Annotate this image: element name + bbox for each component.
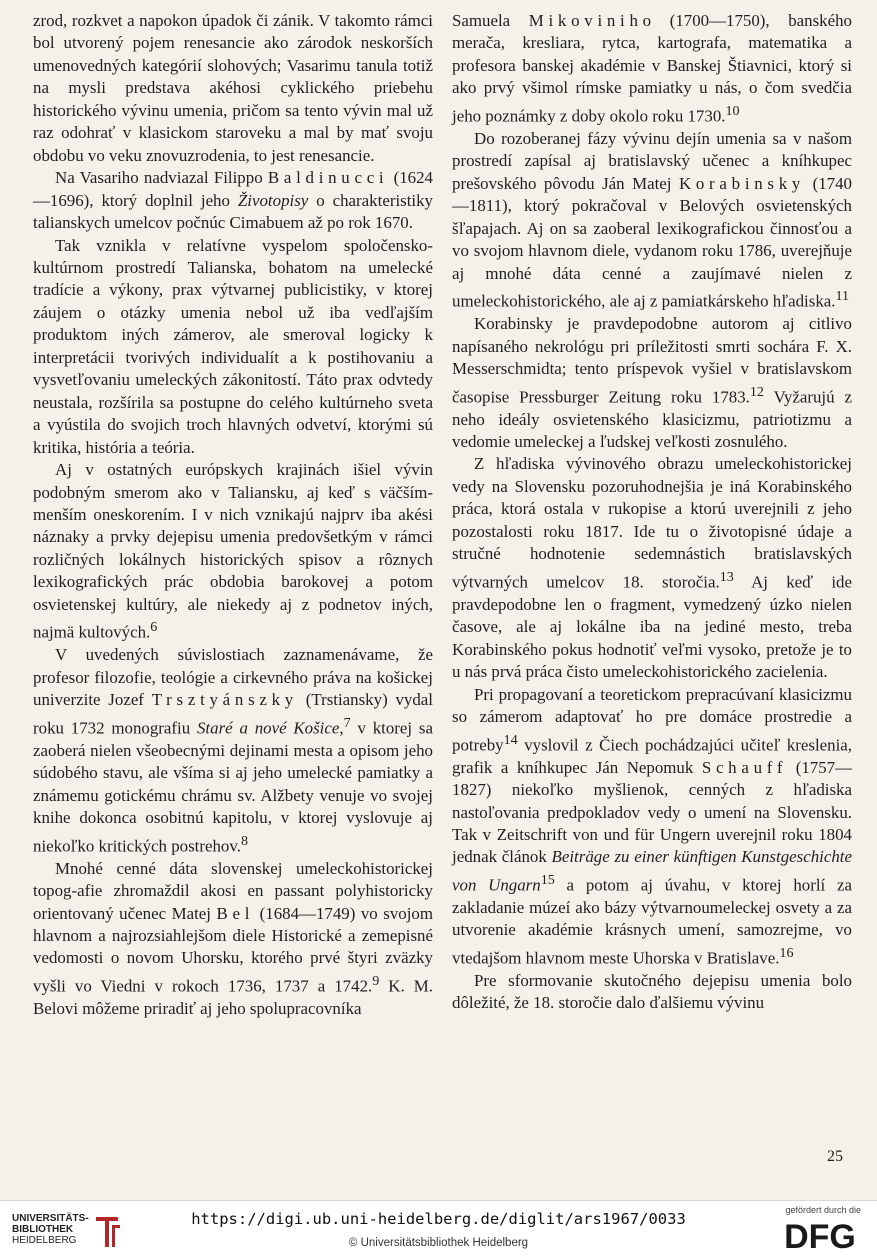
paragraph: Z hľadiska vývinového obrazu umeleckohistorickej vedy na Slovensku pozoruhodnejšia je iná Korabinského práca, ktorá ostala v rukopise a ktorú uverejnili z jeho pozostalosti roku 1817. Ide tu o životopisné údaje a stručné hodnotenie sedemnástich bratislavských výtvarných umelcov 18. storočia.$^{13}$ Aj keď ide pravdepodobne len o fragment, vymedzený úzko nielen časove, ale aj lokálne iba na jediné mesto, treba Korabinského pokus hodnotiť veľmi vysoko, pretože je to u nás prvá práca čisto umeleckohistorického zacielenia. [452, 454, 852, 682]
spaced-name: Mikovinih [528, 11, 643, 30]
paragraph: Pri propagovaní a teoretickom prepracúvaní klasicizmu so zámerom adaptovať ho pre domáce prostredie a potreby$^{14}$ vyslovil z Čiech pochádzajúci učiteľ kreslenia, grafik a kníhkupec Ján Nepomuk Schauff (1757—1827) niekoľko myšlienok, cenných z hľadiska nastoľovania predpokladov vedy o umení na Slovensku. Tak v Zeitschrift von und für Ungern uverejnil roku 1804 jednak článok Beiträge zu einer künftigen Kunstgeschichte von Ungarn$^{15}$ a potom aj úvahu, v ktorej horlí za zakladanie múzeí ako bázy výtvarnoumeleckej osvety a za utvorenie akadémie krásnych umení, samozrejme, vo vtedajšom hlavnom meste Uhorska v Bratislave.$^{16}$ [452, 684, 853, 968]
footnote-ref: 13 [719, 568, 734, 585]
footnote-ref: 14 [503, 731, 518, 748]
paragraph: Na Vasariho nadviazal Filippo Baldinucci (1624—1696), ktorý doplnil jeho Životopisy o charakteristiky talianskych umelcov počnúc Cimabuem až po rok 1670. [33, 168, 433, 233]
copyright-notice: © Universitätsbibliothek Heidelberg [348, 1237, 529, 1249]
paragraph: Tak vznikla v relatívne vyspelom spoločensko-kultúrnom prostredí Talianska, bohatom na umelecké tradície a výkony, prax výtvarnej publicistiky, v ktorej záujem o otázky umenia nebol už iba vedľajším produktom iných zámerov, ale smeroval logicky k interpretácii tvorivých individualít a k postihovaniu a vysvetľovaniu umeleckých zákonitostí. Táto prax odvtedy neustala, rozšírila sa postupne do celého kultúrneho sveta a vyústila do svojich troch hlavných odvetví, ktorými sú kritika, história a teória. [33, 235, 433, 457]
svg-text:DFG: DFG [784, 1218, 856, 1254]
dfg-sponsor[interactable] [769, 1205, 861, 1257]
footnote-ref: 7 [343, 714, 351, 731]
paragraph: V uvedených súvislostiach zaznamenávame, že profesor filozofie, teológie a cirkevného práva na košickej univerzite Jozef Trsztyánszky (Trstiansky) vydal roku 1732 monografiu Staré a nové Košice,$^7$ v ktorej sa zaoberá nielen všeobecnými dejinami mesta a opisom jeho súdobého stavu, ale všíma si aj jeho umelecké pamiatky a známemu gotickému chrámu sv. Alžbety venuje vo svojej knihe dokonca osobitnú kapitolu, v ktorej vyslovuje aj niekoľko kritických postrehov.$^8$ [33, 645, 433, 856]
university-name: UNIVERSITÄTS- BIBLIOTHEK HEIDELBERG [12, 1213, 89, 1246]
article-title: Beiträge zu einer künftigen Kunstgeschichte von Ungarn [452, 847, 852, 895]
paragraph: Aj v ostatných európskych krajinách išiel vývin podobným smerom ako v Taliansku, aj keď s väčším-menším oneskorením. I v nich vznikajú najprv iba akési náznaky a prvky dejepisu umenia predovšetkým v rámci rozličných lokálnych historických spisov a rôznych lexikografických prác obdobia barokovej a potom osvietenskej kultúry, ale niekedy aj z podnetov iných, najmä kultových.$^6$ [33, 460, 433, 642]
dfg-logo-icon [779, 1218, 861, 1254]
footnote-ref: 15 [540, 871, 555, 888]
paragraph: Mnohé cenné dáta slovenskej umeleckohistorickej topog-afie zhromaždil akosi en passant polyhistoricky orientovaný učenec Matej Bel (1684—1749) vo svojom hlavnom a najrozsiahlejšom diele Historické a zemepisné vedomosti o novom Uhorsku, ktorého prvé štyri zväzky vyšli vo Viedni v rokoch 1736, 1737 a 1742.$^9$ K. M. Belovi môžeme priradiť aj jeho spolupracovníka [33, 858, 433, 1018]
book-title: Staré a nové Košice, [196, 718, 344, 738]
left-column [33, 10, 433, 1020]
paragraph: Samuela Mikoviniho (1700—1750), banského merača, kresliara, rytca, kartografa, matematika a profesora banskej akadémie v Banskej Štiavnici, ktorý si ako prvý všimol rímske pamiatky u nás, o čom svedčia jeho poznámky z doby okolo roku 1730.10 [452, 11, 852, 126]
paragraph: zrod, rozkvet a napokon úpadok či zánik. V takomto rámci bol utvorený pojem renesancie ako zárodok neskorších umenovedných kategórií slohových; Vasarimu tanula totiž na mysli predstava akéhosi cyklického priebehu historického vývinu umenia, pričom sa tento vývin mal už raz odohrať v klasickom staroveku a mal by mať svoju obdobu vo veku znovuzrodenia, to jest renesancie. [33, 11, 433, 165]
footnote-ref: 12 [749, 383, 764, 400]
footnote-ref: 6 [150, 619, 158, 636]
footnote-ref: 11 [835, 288, 850, 305]
spaced-name: Trsztyánszky [151, 690, 298, 710]
spaced-name: Korabinsky [678, 173, 806, 193]
spaced-name: Schauff [701, 757, 788, 777]
document-url-link[interactable]: https://digi.ub.uni-heidelberg.de/diglit/ars1967/0033 [191, 1210, 686, 1228]
right-column [452, 10, 852, 1015]
footnote-ref: 16 [779, 944, 794, 961]
viewer-footer [0, 1200, 877, 1259]
spaced-name: Bel [216, 903, 255, 923]
spaced-name: Baldinucci [267, 168, 389, 188]
paragraph: Korabinsky je pravdepodobne autorom aj citlivo napísaného nekrológu pri príležitosti smrti sochára F. X. Messerschmidta; tento príspevok vyšiel v bratislavskom časopise Pressburger Zeitung roku 1783.12 Vyžarujú z neho ideály osvietenského klasicizmu, patriotizmu a vedomie umeleckej a ľudskej veľkosti zosnulého. [452, 314, 852, 452]
footnote-ref: 8 [240, 832, 248, 849]
book-title: Životopisy [237, 190, 309, 210]
footnote-ref: 10 [725, 102, 740, 119]
paragraph: Pre sformovanie skutočného dejepisu umenia bolo dôležité, že 18. storočie dalo ďalšiemu vývinu [452, 970, 852, 1013]
page-number: 25 [827, 1148, 843, 1165]
footnote-ref: 9 [372, 972, 380, 989]
paragraph: Do rozoberanej fázy vývinu dejín umenia sa v našom prostredí zapísal aj bratislavský učenec a kníhkupec prešovského pôvodu Ján Matej Korabinsky (1740—1811), ktorý pokračoval v Belových osvietenských šľapajach. Aj on sa zaoberal lexikografickou činnosťou a vo svojom hlavnom diele, vydanom roku 1786, uverejňuje aj mnohé dáta cenné a zaujímavé nielen z umeleckohistorického, ale aj z pamiatkárskeho hľadiska.$^{11}$ [452, 128, 852, 311]
dfg-caption: gefördert durch die [785, 1205, 861, 1215]
